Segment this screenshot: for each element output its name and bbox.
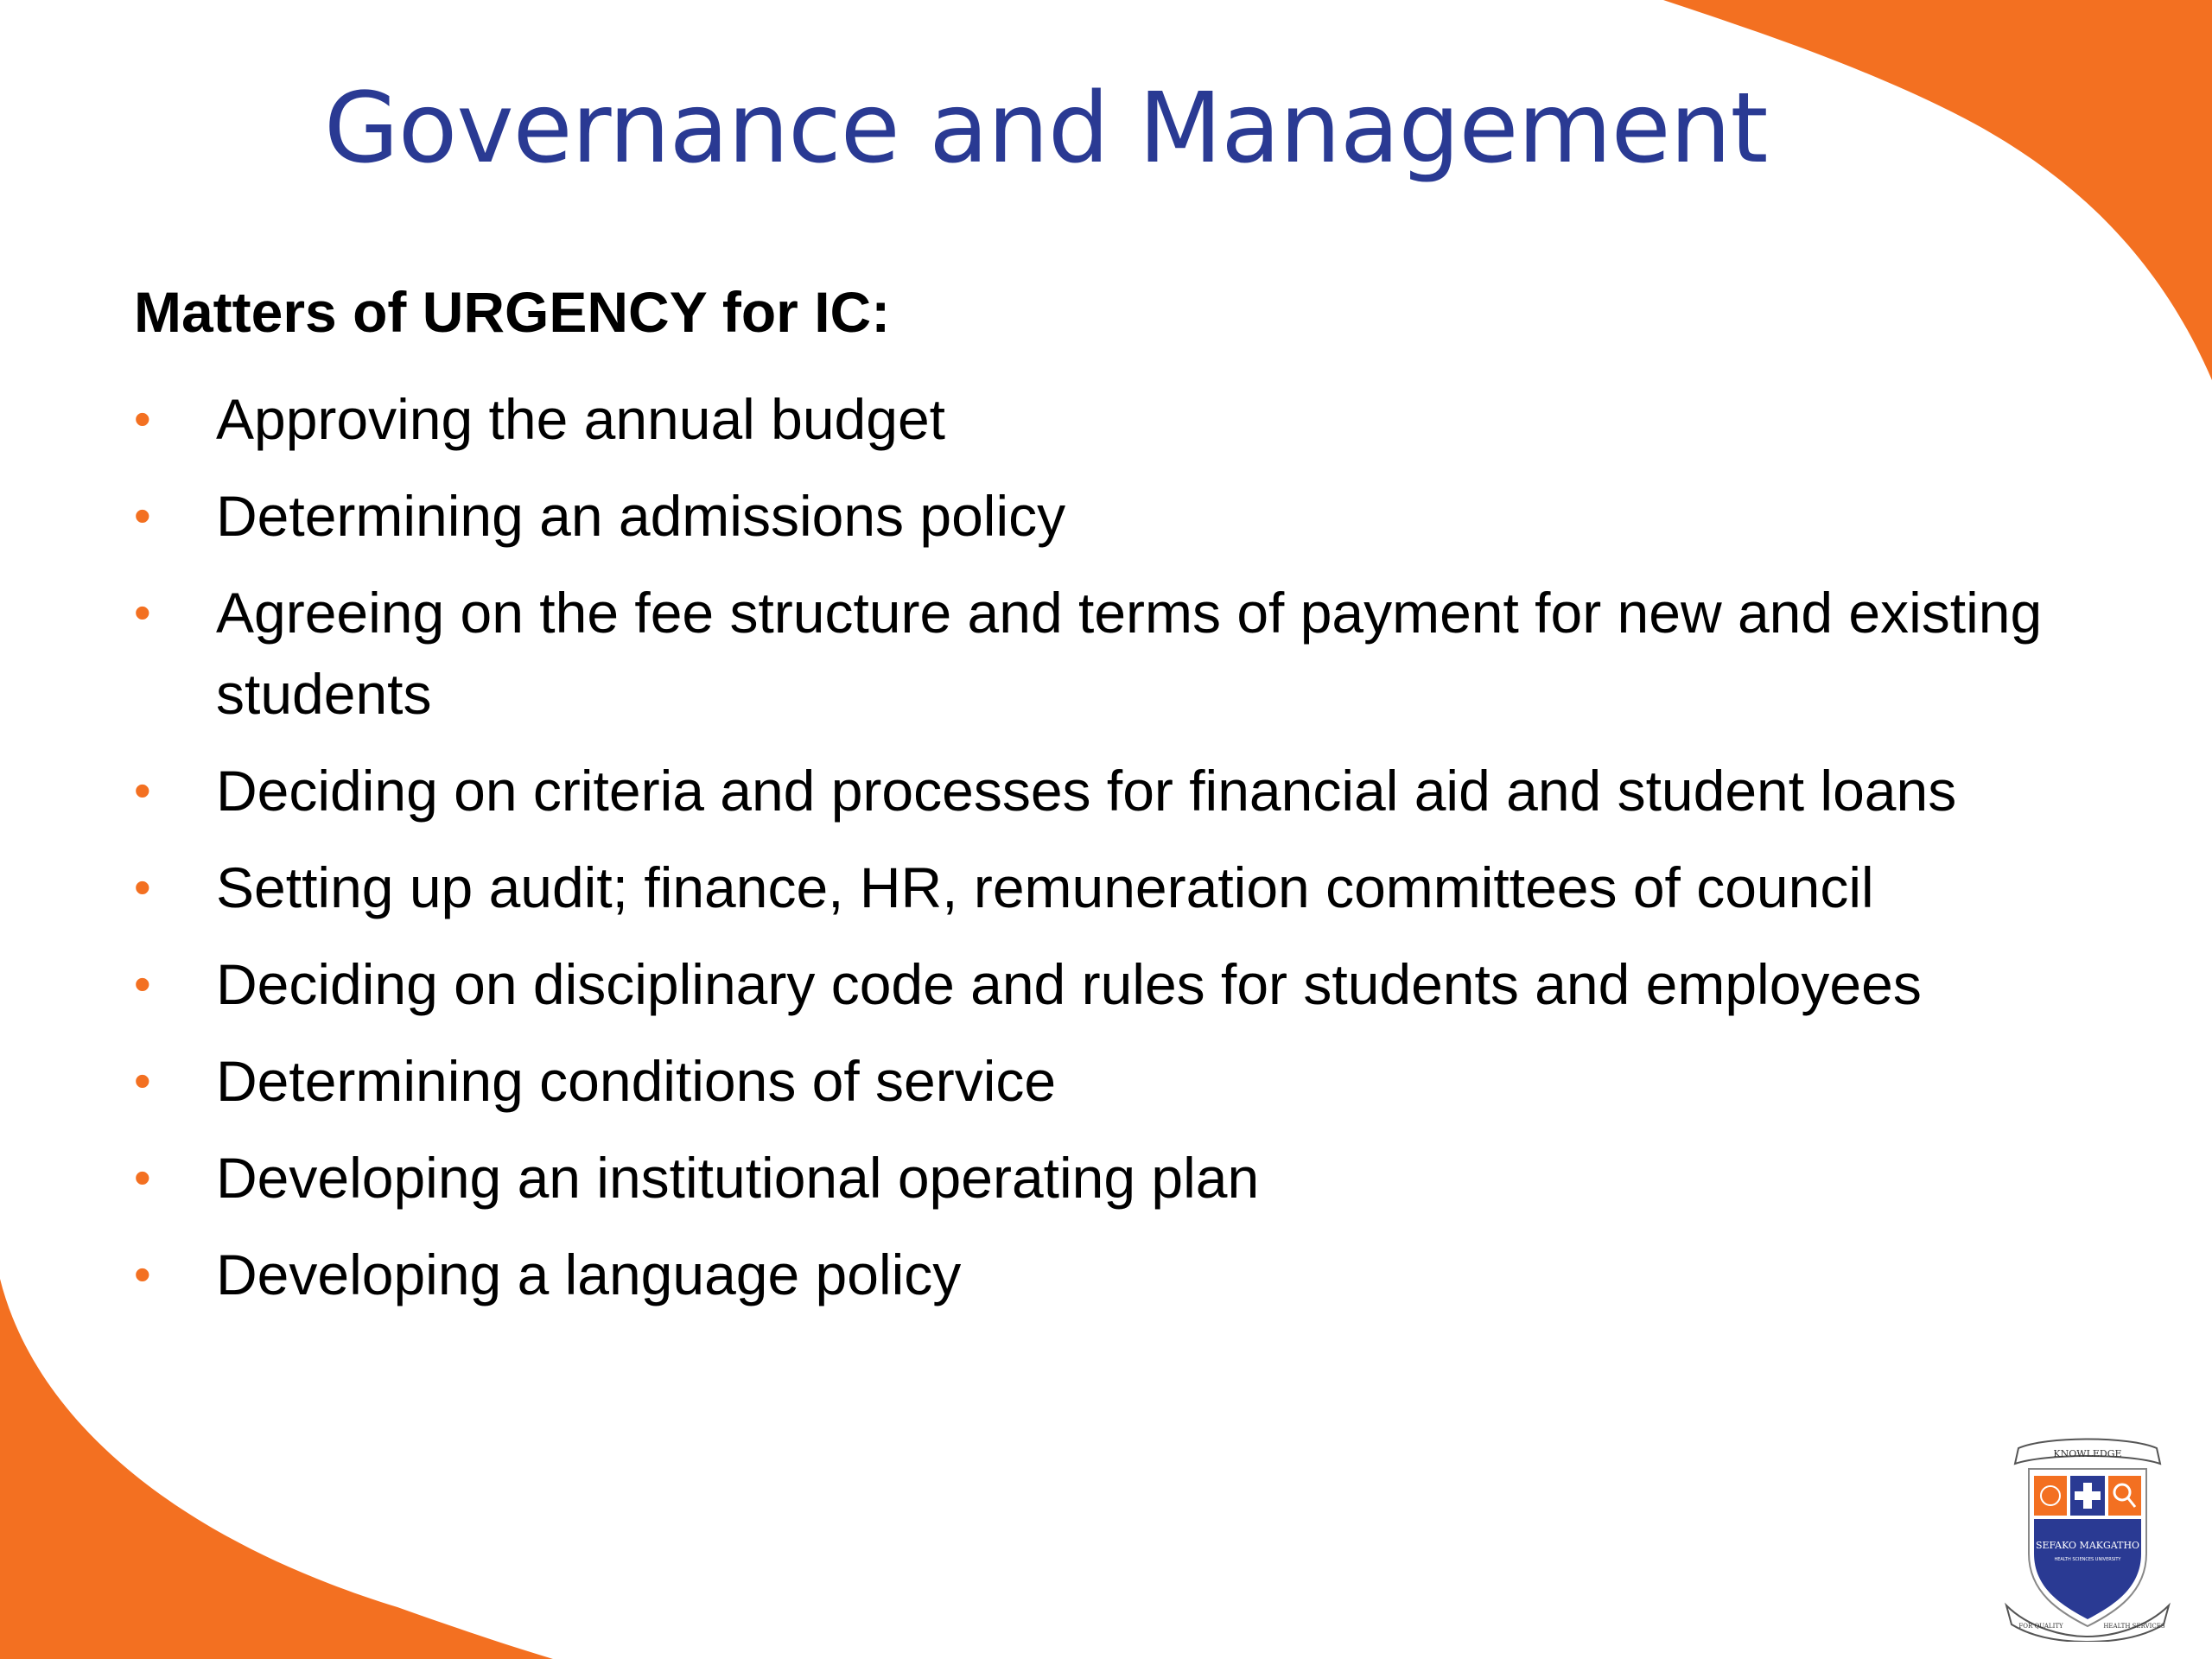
bullet-text: Setting up audit; finance, HR, remuneration committees of council: [216, 855, 1874, 919]
bullet-text: Agreeing on the fee structure and terms of payment for new and existing students: [216, 581, 2043, 726]
bullet-text: Determining an admissions policy: [216, 484, 1066, 548]
crest-bottom-right-text: HEALTH SERVICES: [2103, 1623, 2165, 1630]
top-right-swoosh: [1663, 0, 2212, 380]
crest-shield-blue: [2034, 1519, 2141, 1619]
bullet-item: [134, 944, 2126, 1025]
bullet-item: [134, 1137, 2126, 1218]
bullet-item: [134, 1234, 2126, 1315]
bottom-left-swoosh: [0, 1279, 553, 1659]
bullet-dot-icon: •: [134, 391, 151, 446]
crest-right-panel: [2108, 1476, 2141, 1516]
crest-name-text: SEFAKO MAKGATHO: [2035, 1540, 2140, 1551]
crest-left-panel: [2034, 1476, 2067, 1516]
bullet-list: [134, 378, 2126, 1331]
bullet-item: [134, 750, 2126, 831]
bullet-dot-icon: •: [134, 488, 151, 543]
crest-subtitle-text: HEALTH SCIENCES UNIVERSITY: [2054, 1557, 2121, 1562]
bullet-item: [134, 1040, 2126, 1122]
bullet-text: Deciding on disciplinary code and rules for students and employees: [216, 952, 1922, 1016]
bullet-dot-icon: •: [134, 763, 151, 817]
bullet-dot-icon: •: [134, 585, 151, 639]
bullet-item: [134, 847, 2126, 928]
bullet-item: [134, 572, 2126, 734]
section-subheading: Matters of URGENCY for IC:: [134, 280, 891, 344]
bullet-text: Determining conditions of service: [216, 1049, 1057, 1113]
bullet-dot-icon: •: [134, 1150, 151, 1205]
bullet-dot-icon: •: [134, 1053, 151, 1108]
bullet-dot-icon: •: [134, 957, 151, 1011]
university-crest-icon: [2003, 1433, 2172, 1642]
slide-title: Governance and Management: [324, 73, 1768, 185]
bullet-text: Developing a language policy: [216, 1243, 962, 1306]
bullet-text: Approving the annual budget: [216, 387, 946, 451]
bullet-text: Deciding on criteria and processes for financial aid and student loans: [216, 759, 1957, 823]
crest-top-banner-text: KNOWLEDGE: [2053, 1448, 2122, 1459]
bullet-dot-icon: •: [134, 1247, 151, 1301]
crest-bottom-left-text: FOR QUALITY: [2018, 1623, 2063, 1630]
bullet-item: [134, 378, 2126, 460]
bullet-text: Developing an institutional operating plan: [216, 1146, 1260, 1210]
bullet-dot-icon: •: [134, 860, 151, 914]
bullet-item: [134, 475, 2126, 556]
